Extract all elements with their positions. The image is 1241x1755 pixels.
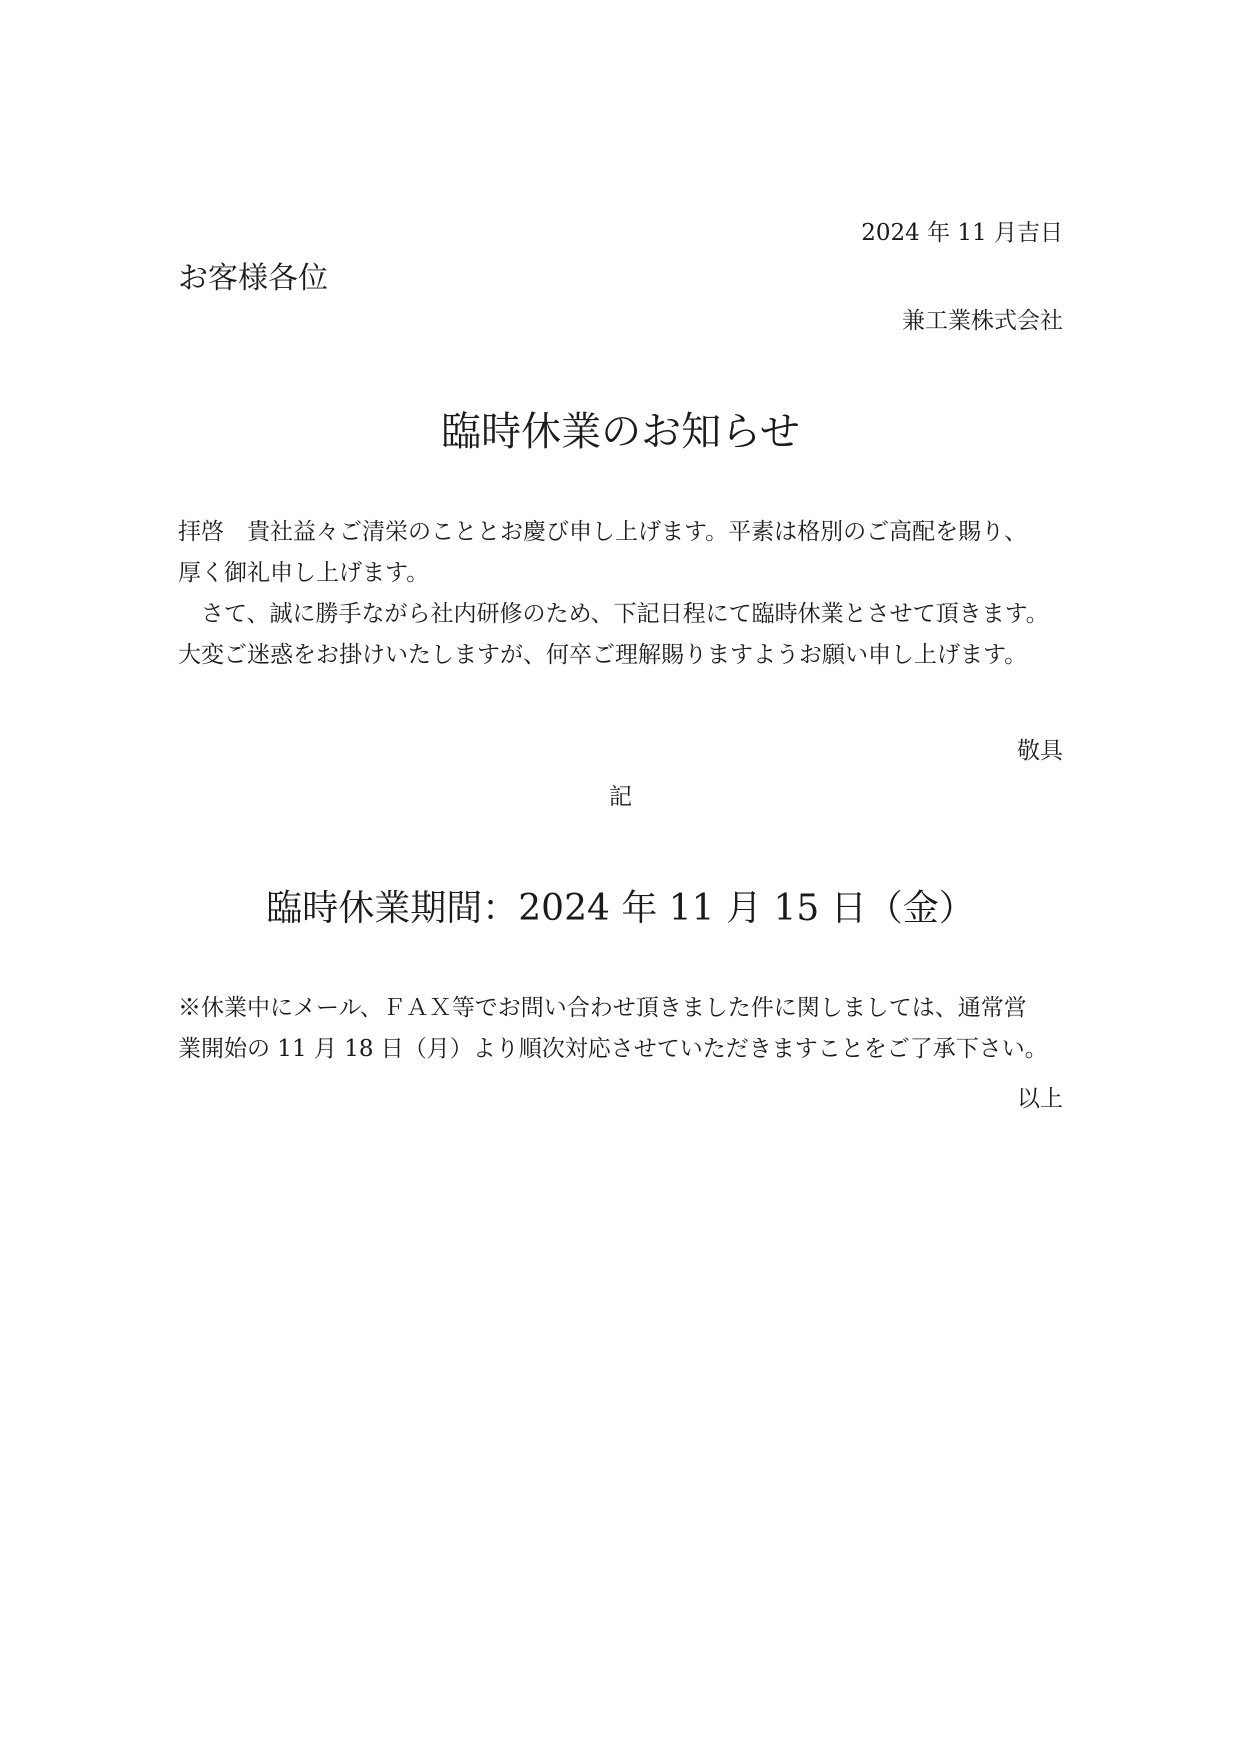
note-line: ※休業中にメール、ＦＡＸ等でお問い合わせ頂きました件に関しましては、通常営 xyxy=(178,995,1027,1021)
document-title: 臨時休業のお知らせ xyxy=(441,409,800,455)
closure-period: 臨時休業期間：2024 年 11 月 15 日（金） xyxy=(266,888,975,929)
body-line: さて、誠に勝手ながら社内研修のため、下記日程にて臨時休業とさせて頂きます。 xyxy=(178,601,1049,627)
closing-keigu: 敬具 xyxy=(1017,738,1063,764)
recipient: お客様各位 xyxy=(178,261,328,296)
note-line: 業開始の 11 月 18 日（月）より順次対応させていただきますことをご了承下さい。 xyxy=(178,1036,1048,1062)
ki-marker: 記 xyxy=(609,784,632,810)
closing-ijou: 以上 xyxy=(1017,1086,1063,1112)
issue-date: 2024 年 11 月吉日 xyxy=(861,220,1063,246)
body-line: 厚く御礼申し上げます。 xyxy=(178,560,430,586)
body-text xyxy=(178,512,1063,676)
sender-company: 兼工業株式会社 xyxy=(902,308,1063,334)
body-line: 拝啓 貴社益々ご清栄のこととお慶び申し上げます。平素は格別のご高配を賜り、 xyxy=(178,519,1028,545)
body-line: 大変ご迷惑をお掛けいたしますが、何卒ご理解賜りますようお願い申し上げます。 xyxy=(178,642,1028,668)
note-text xyxy=(178,988,1063,1070)
